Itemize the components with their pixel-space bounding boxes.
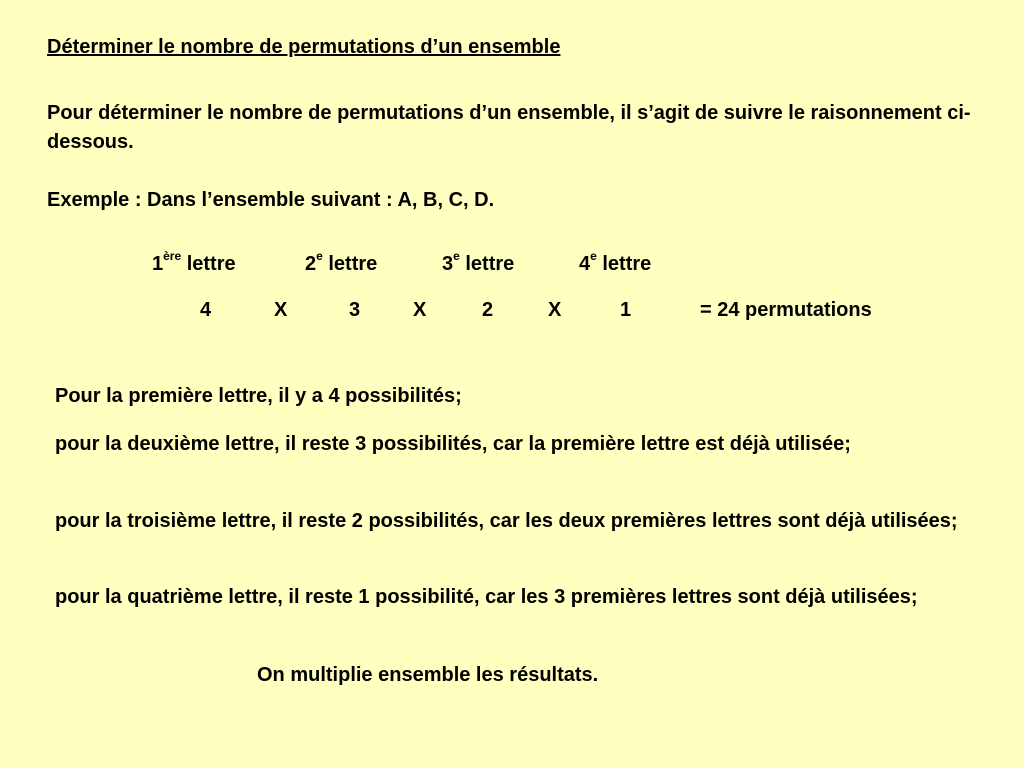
example-line: Exemple : Dans l’ensemble suivant : A, B, C, D. [47,189,495,211]
conclusion-text: On multiplie ensemble les résultats. [257,664,599,686]
calculation-result: = 24 permutations [700,299,872,321]
letter-header-word: lettre [322,253,378,275]
multiply-sign: X [274,299,288,321]
letter-header-ordinal: e [316,249,323,263]
intro-paragraph: Pour déterminer le nombre de permutations d’un ensemble, il s’agit de suivre le raisonnement ci-dessous. [47,102,971,153]
letter-header-1 [152,249,236,276]
letter-header-3 [442,249,515,276]
explanation-third-letter: pour la troisième lettre, il reste 2 possibilités, car les deux premières lettres sont déjà utilisées; [55,510,958,532]
letter-header-4 [579,249,652,276]
letter-header-number: 4 [579,253,591,275]
letter-header-2 [305,249,378,276]
explanation-fourth-letter: pour la quatrième lettre, il reste 1 possibilité, car les 3 premières lettres sont déjà utilisées; [55,586,918,608]
letter-header-number: 1 [152,253,164,275]
letter-header-word: lettre [596,253,652,275]
multiply-sign: X [413,299,427,321]
multiply-sign: X [548,299,562,321]
page-title: Déterminer le nombre de permutations d’un ensemble [47,36,561,58]
letter-header-number: 2 [305,253,317,275]
factor-2: 3 [349,299,361,321]
letter-header-ordinal: e [590,249,597,263]
factor-1: 4 [200,299,212,321]
factor-4: 1 [620,299,632,321]
factor-3: 2 [482,299,494,321]
explanation-first-letter: Pour la première lettre, il y a 4 possibilités; [55,385,462,407]
letter-header-word: lettre [181,253,236,275]
letter-header-word: lettre [459,253,515,275]
letter-header-ordinal: ère [163,249,182,263]
letter-header-ordinal: e [453,249,460,263]
letter-header-number: 3 [442,253,454,275]
explanation-second-letter: pour la deuxième lettre, il reste 3 possibilités, car la première lettre est déjà utilisée; [55,433,851,455]
